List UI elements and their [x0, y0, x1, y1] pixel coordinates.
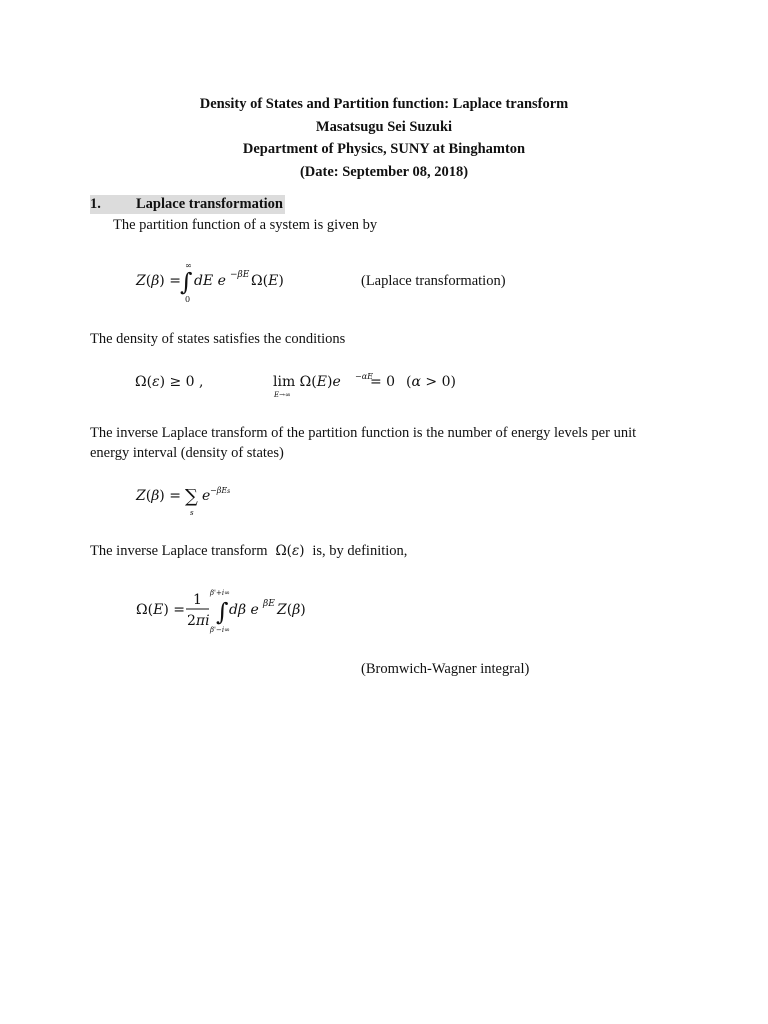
svg-text:∫: ∫: [180, 268, 193, 296]
svg-text:∫: ∫: [216, 598, 229, 626]
density-paragraph: The density of states satisfies the conditions: [90, 331, 346, 347]
document-header: [0, 93, 768, 183]
svg-text:β'+i∞: β'+i∞: [210, 589, 230, 597]
document-title: Density of States and Partition function: Laplace transform: [199, 96, 569, 112]
svg-text:Ω(ε) ≥ 0 ,: Ω(ε) ≥ 0 ,: [135, 374, 204, 390]
equation-laplace-transform: [130, 258, 310, 308]
equation-bromwich: [130, 584, 330, 640]
intro-paragraph: The partition function of a system is given by: [113, 217, 378, 233]
document-department: Department of Physics, SUNY at Binghamton: [242, 141, 526, 157]
svg-text:0: 0: [185, 295, 191, 304]
svg-text:2πi: 2πi: [187, 613, 210, 629]
svg-text:(α > 0): (α > 0): [406, 374, 456, 390]
svg-text:dE e: dE e: [194, 273, 226, 289]
inline-omega-epsilon: Ω(ε): [271, 543, 309, 559]
definition-text-after: is, by definition,: [312, 543, 408, 559]
svg-text:Z(β): Z(β): [277, 602, 306, 618]
svg-text:Z(β) =: Z(β) =: [136, 273, 181, 289]
svg-text:Ω(E) =: Ω(E) =: [136, 602, 185, 618]
svg-text:β'−i∞: β'−i∞: [210, 626, 230, 634]
svg-text:dβ e: dβ e: [229, 602, 259, 618]
equation-conditions: [130, 366, 470, 400]
svg-text:∞: ∞: [185, 261, 192, 270]
svg-text:−βE: −βE: [230, 270, 250, 280]
inverse-paragraph-line1: The inverse Laplace transform of the partition function is the number of energy levels per unit: [90, 425, 637, 441]
section-title: Laplace transformation: [136, 196, 283, 212]
document-date: (Date: September 08, 2018): [299, 163, 469, 180]
svg-text:s: s: [190, 509, 194, 517]
svg-text:= 0: = 0: [370, 374, 396, 390]
svg-text:Ω(E): Ω(E): [251, 273, 284, 289]
definition-text-before: The inverse Laplace transform: [90, 543, 268, 559]
equation-partition-sum: [130, 478, 270, 520]
svg-text:1: 1: [193, 592, 202, 608]
svg-text:lim Ω(E)e: lim Ω(E)e: [273, 374, 341, 390]
document-author: Masatsugu Sei Suzuki: [315, 118, 453, 135]
svg-text:E→∞: E→∞: [274, 391, 291, 399]
svg-text:Z(β) =: Z(β) =: [136, 488, 181, 504]
section-number: 1.: [90, 196, 101, 212]
svg-text:−βEs: −βEs: [210, 486, 231, 495]
svg-text:e: e: [202, 488, 211, 504]
equation-label-laplace: (Laplace transformation): [361, 273, 506, 289]
definition-paragraph: [90, 541, 407, 561]
svg-text:βE: βE: [263, 599, 275, 609]
svg-text:−αE: −αE: [355, 372, 373, 381]
svg-text:∑: ∑: [185, 486, 198, 507]
section-heading: [90, 195, 285, 214]
inverse-paragraph-line2: energy interval (density of states): [90, 445, 284, 461]
equation-label-bromwich: (Bromwich-Wagner integral): [361, 661, 530, 677]
